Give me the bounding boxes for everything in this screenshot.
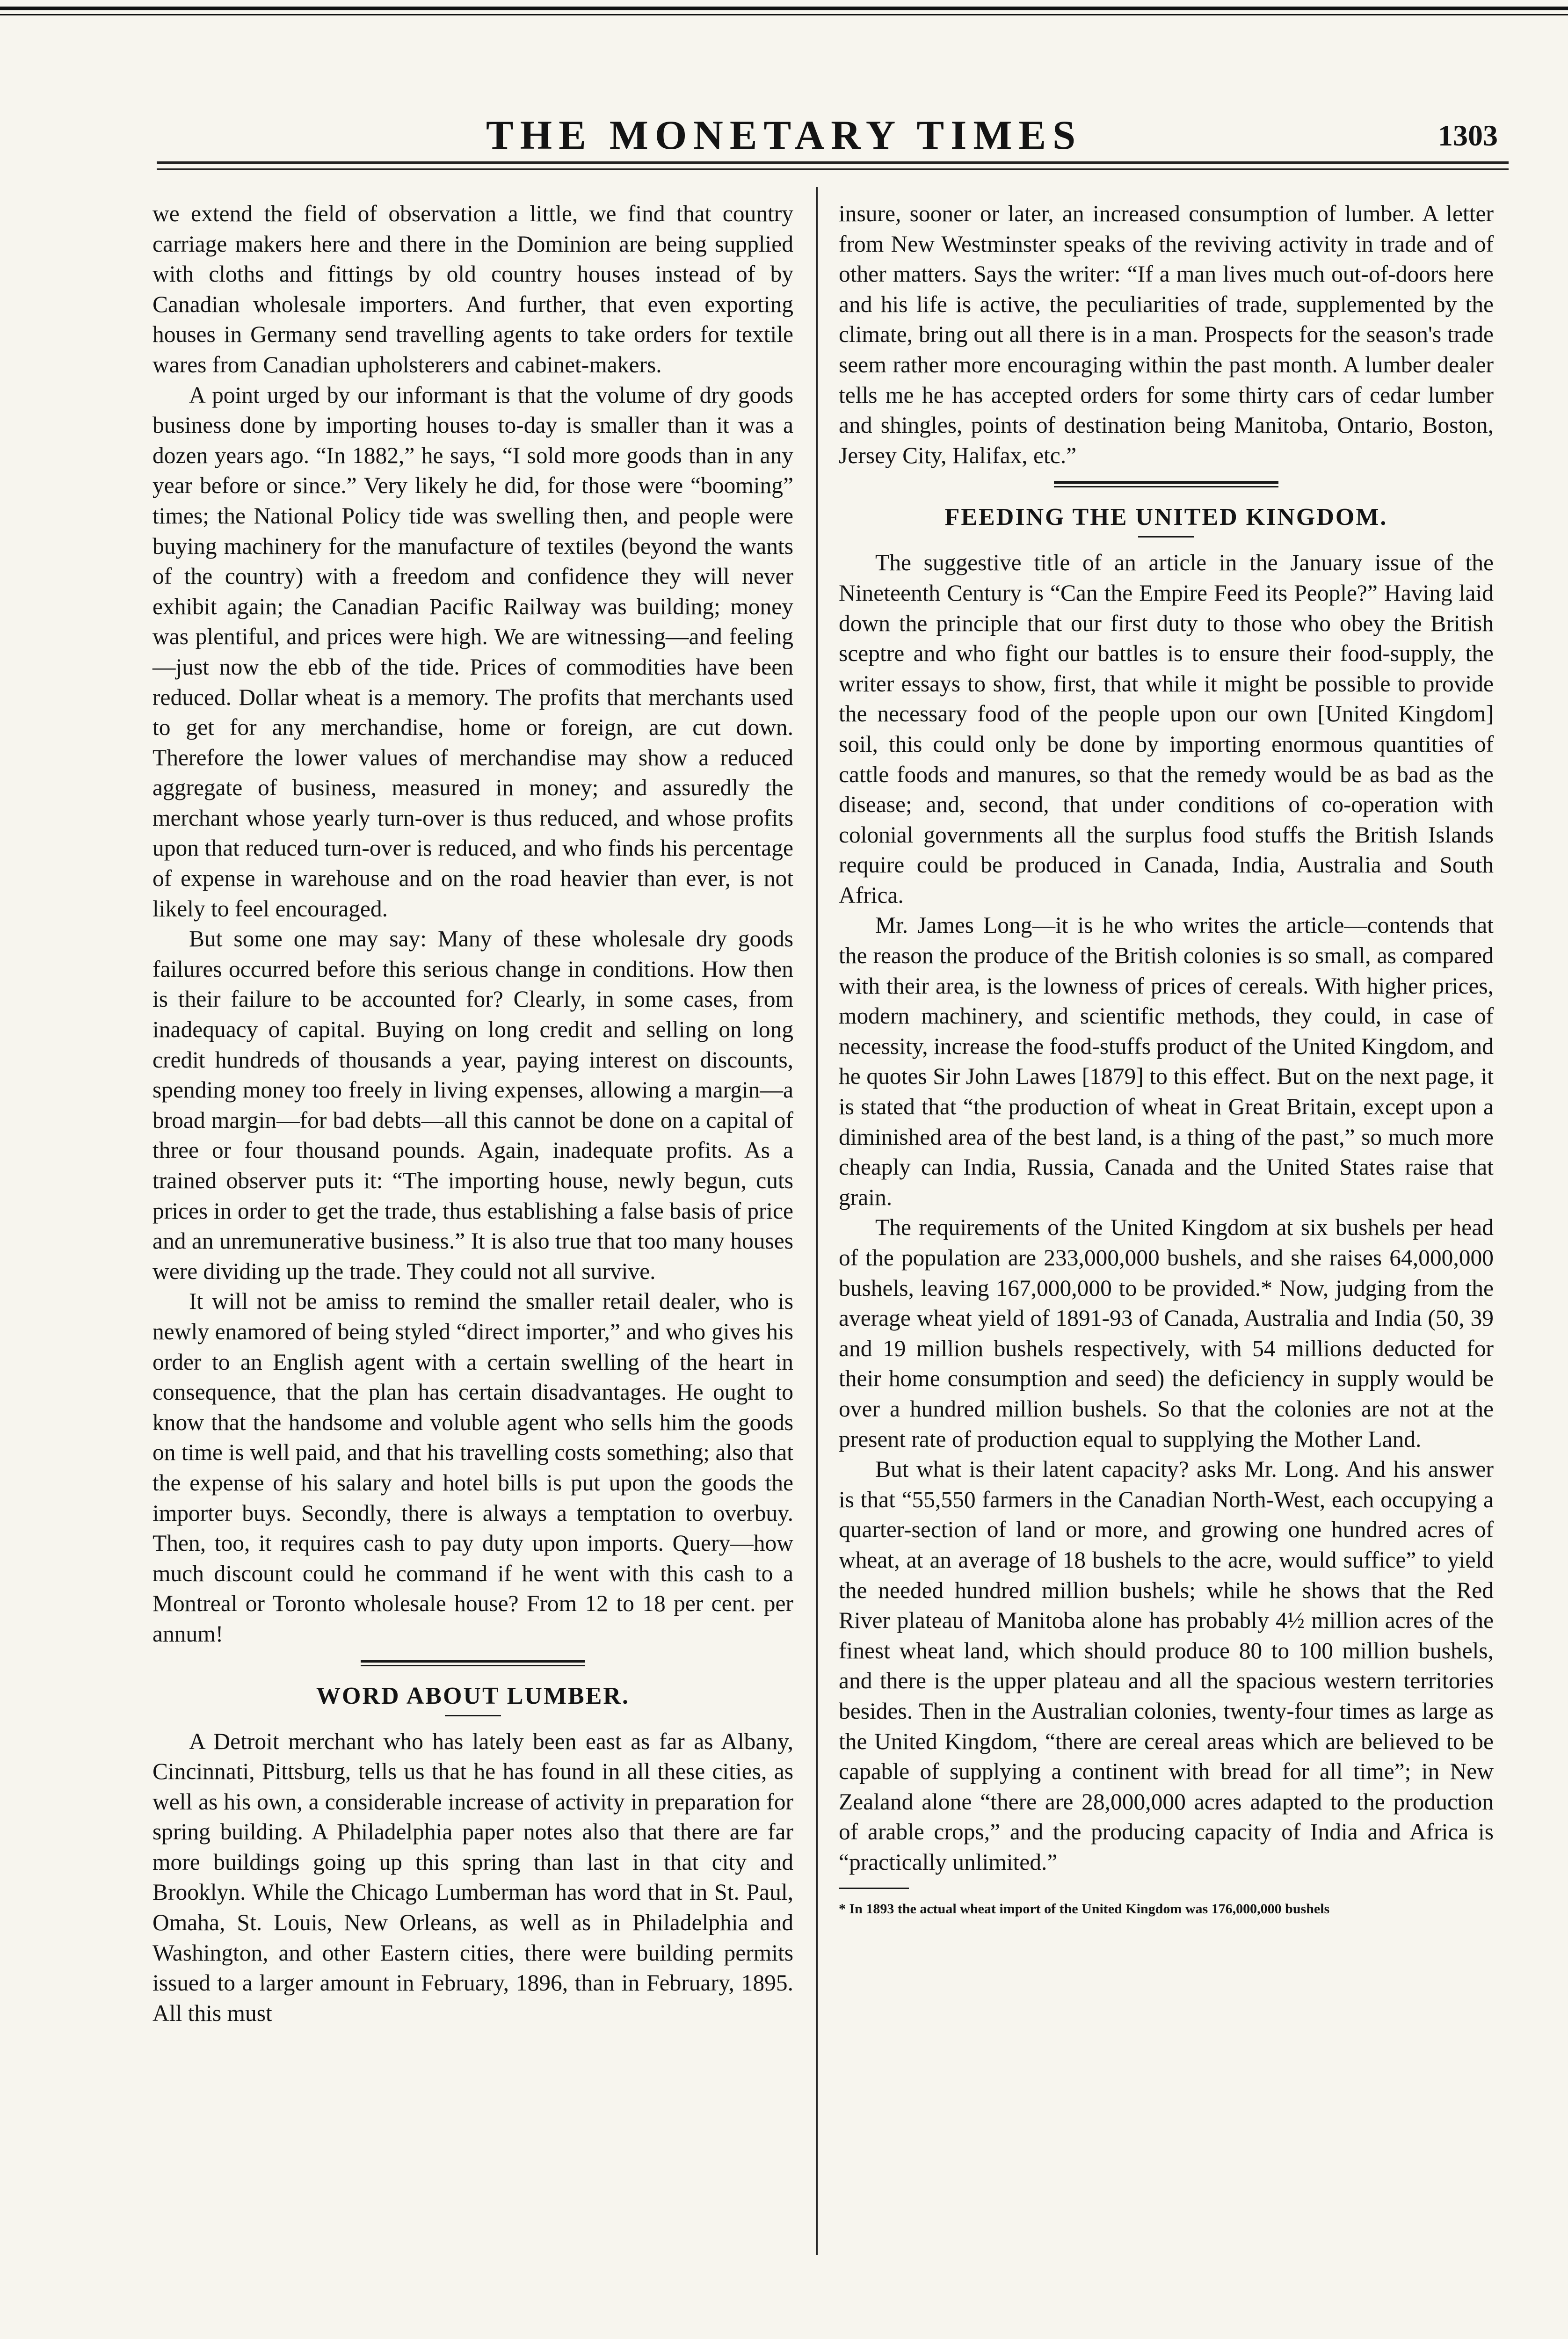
footnote: * In 1893 the actual wheat import of the United Kingdom was 176,000,000 bushels (839, 1901, 1330, 1917)
header-rule-bottom (157, 168, 1509, 170)
section-heading-lumber: WORD ABOUT LUMBER. (316, 1682, 630, 1709)
right-column (839, 199, 1494, 1919)
top-border-rule (0, 7, 1568, 10)
paragraph: It will not be amiss to remind the smaller retail dealer, who is newly enamored of being styled “direct importer,” and who gives his order to an English agent with a certain swelling of the heart in consequence, that the plan has certain disadvantages. He ought to know that the handsome and voluble agent who sells him the goods on time is well paid, and that his travelling costs something; also that the expense of his salary and hotel bills is put upon the goods the importer buys. Secondly, there is always a temptation to overbuy. Then, too, it requires cash to pay duty upon imports. Query—how much discount could he command if he went with this cash to a Montreal or Toronto wholesale house? From 12 to 18 per cent. per annum! (152, 1288, 793, 1647)
paragraph: A Detroit merchant who has lately been east as far as Albany, Cincinnati, Pittsburg, tells us that he has found in all these cities, as well as his own, a considerable increase of activity in preparation for spring building. A Philadelphia paper notes also that there are far more buildings going up this spring than last in that city and Brooklyn. While the Chicago Lumberman has word that in St. Paul, Omaha, St. Louis, New Orleans, as well as in Philadelphia and Washington, and other Eastern cities, there were building permits issued to a larger amount in February, 1896, than in February, 1895. All this must (152, 1728, 793, 2026)
paragraph: But some one may say: Many of these wholesale dry goods failures occurred before this serious change in conditions. How then is their failure to be accounted for? Clearly, in some cases, from inadequacy of capital. Buying on long credit and selling on long credit hundreds of thousands a year, paying interest on discounts, spending money too freely in living expenses, allowing a margin—a broad margin—for bad debts—all this cannot be done on a capital of three or four thousand pounds. Again, inadequate profits. As a trained observer puts it: “The importing house, newly begun, cuts prices in order to get the trade, thus establishing a false basis of price and an unremunerative business.” It is also true that too many houses were dividing up the trade. They could not all survive. (152, 926, 793, 1284)
paragraph: The requirements of the United Kingdom at six bushels per head of the population are 233,000,000 bushels, and she raises 64,000,000 bushels, leaving 167,000,000 to be provided.* Now, judging from the average wheat yield of 1891-93 of Canada, Australia and India (50, 39 and 19 million bushels respectively, with 54 millions deducted for their home consumption and seed) the deficiency in supply would be over a hundred million bushels. So that the colonies are not at the present rate of production equal to supplying the Mother Land. (839, 1214, 1494, 1452)
masthead: THE MONETARY TIMES (486, 113, 1082, 158)
paragraph: Mr. James Long—it is he who writes the article—contends that the reason the produce of the British colonies is so small, as compared with their area, is the lowness of prices of cereals. With higher prices, modern machinery, and scientific methods, they could, in case of necessity, increase the food-stuffs product of the United Kingdom, and he quotes Sir John Lawes [1879] to this effect. But on the next page, it is stated that “the production of wheat in Great Britain, except upon a diminished area of the best land, is a thing of the past,” so much more cheaply can India, Russia, Canada and the United States raise that grain. (839, 912, 1494, 1210)
section-heading-feeding: FEEDING THE UNITED KINGDOM. (944, 504, 1388, 531)
paragraph: A point urged by our informant is that the volume of dry goods business done by importing houses to-day is smaller than it was a dozen years ago. “In 1882,” he says, “I sold more goods than in any year before or since.” Very likely he did, for those were “booming” times; the National Policy tide was swelling then, and people were buying machinery for the manufacture of textiles (beyond the wants of the country) with a freedom and confidence they will never exhibit again; the Canadian Pacific Railway was building; money was plentiful, and prices were high. We are witnessing—and feeling—just now the ebb of the tide. Prices of commodities have been reduced. Dollar wheat is a memory. The profits that merchants used to get for any merchandise, home or foreign, are cut down. Therefore the lower values of merchandise may show a reduced aggregate of business, measured in money; and assuredly the merchant whose yearly turn-over is thus reduced, and whose profits upon that reduced turn-over is reduced, and who finds his percentage of expense in warehouse and on the road heavier than ever, is not likely to feel encouraged. (152, 382, 793, 922)
header-rule-top (157, 161, 1509, 164)
paragraph: insure, sooner or later, an increased consumption of lumber. A letter from New Westminster speaks of the reviving activity in trade and of other matters. Says the writer: “If a man lives much out-of-doors here and his life is active, the peculiarities of trade, supplemented by the climate, bring out all there is in a man. Prospects for the season's trade seem rather more encouraging within the past month. A lumber dealer tells me he has accepted orders for some thirty cars of cedar lumber and shingles, points of destination being Manitoba, Ontario, Boston, Jersey City, Halifax, etc.” (839, 201, 1494, 468)
top-border-rule-thin (0, 14, 1568, 15)
paragraph: The suggestive title of an article in the January issue of the Nineteenth Century is “Can the Empire Feed its People?” Having laid down the principle that our first duty to those who obey the British sceptre and who fight our battles is to ensure their food-supply, the writer essays to show, first, that while it might be possible to provide the necessary food of the people upon our own [United Kingdom] soil, this could only be done by importing enormous quantities of cattle foods and manures, so that the remedy would be as bad as the disease; and, second, that under conditions of co-operation with colonial governments all the surplus food stuffs the British Islands require could be produced in Canada, India, Australia and South Africa. (839, 550, 1494, 908)
section-double-rule (1054, 481, 1278, 488)
column-divider (816, 187, 818, 2255)
page-header (0, 108, 1568, 164)
paragraph: But what is their latent capacity? asks Mr. Long. And his answer is that “55,550 farmers in the Canadian North-West, each occupying a quarter-section of land or more, and growing one hundred acres of wheat, at an average of 18 bushels to the acre, would suffice” to yield the needed hundred million bushels; while he shows that the Red River plateau of Manitoba alone has probably 4½ million acres of the finest wheat land, which should produce 80 to 100 million bushels, and there is the upper plateau and all the spacious western territories besides. Then in the Australian colonies, twenty-four times as large as the United Kingdom, “there are cereal areas which are believed to be capable of supplying a continent with bread for all time”; in New Zealand alone “there are 28,000,000 acres adapted to the production of arable crops,” and the producing capacity of India and Africa is “practically unlimited.” (839, 1456, 1494, 1875)
section-double-rule (361, 1660, 585, 1667)
paragraph: we extend the field of observation a little, we find that country carriage makers here and there in the Dominion are being supplied with cloths and fittings by old country houses instead of by Canadian wholesale importers. And further, that even exporting houses in Germany send travelling agents to take orders for textile wares from Canadian upholsterers and cabinet-makers. (152, 201, 793, 378)
left-column (152, 199, 793, 2028)
page-number: 1303 (1438, 119, 1498, 152)
